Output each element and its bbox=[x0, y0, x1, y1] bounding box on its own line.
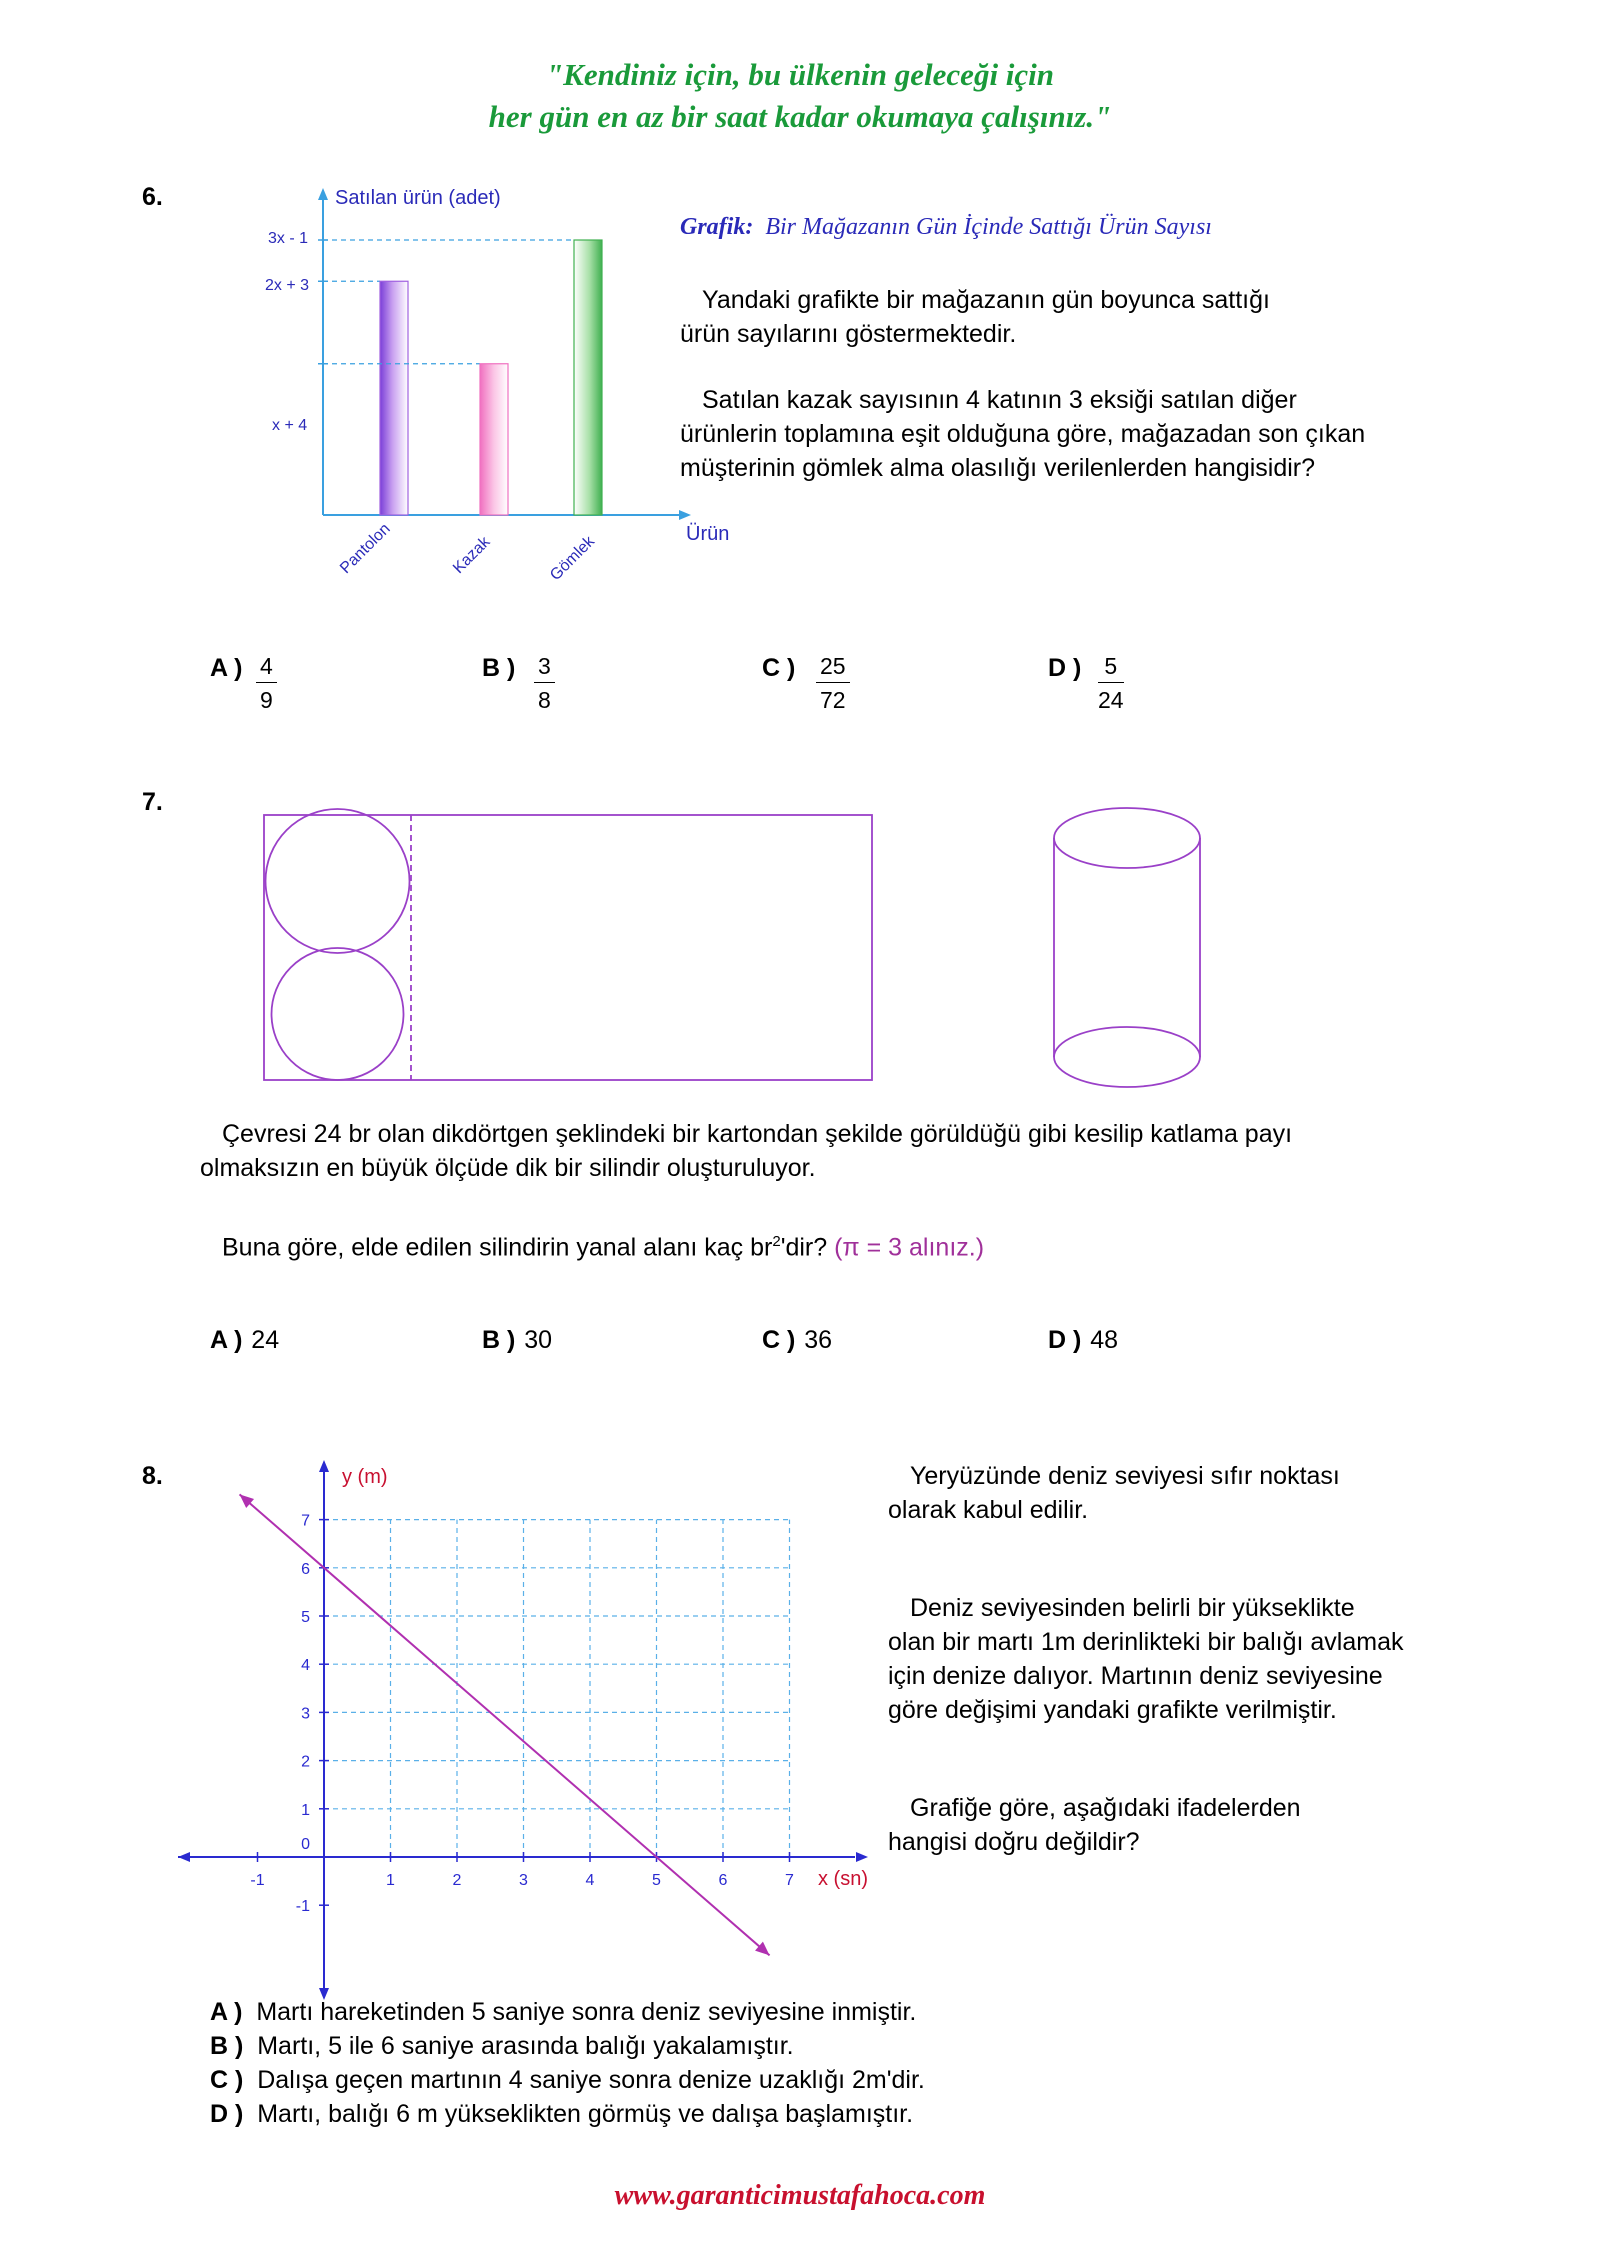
option-d-fraction[interactable] bbox=[1098, 652, 1124, 714]
option-d[interactable] bbox=[1048, 1326, 1118, 1355]
option-text: Dalışa geçen martının 4 saniye sonra denize uzaklığı 2m'dir. bbox=[257, 2066, 925, 2094]
graph-y-tick-label: 2 bbox=[301, 1753, 310, 1771]
graph-x-tick-label: 2 bbox=[452, 1872, 462, 1889]
option-label: D ) bbox=[1048, 1326, 1082, 1354]
chart-caption bbox=[680, 214, 1212, 241]
chart-y-axis-arrow bbox=[318, 188, 328, 200]
chart-y-tick-label: 3x - 1 bbox=[268, 230, 309, 247]
question-7-number: 7. bbox=[142, 788, 163, 816]
question-7-line: olmaksızın en büyük ölçüde dik bir silindir oluşturuluyor. bbox=[200, 1154, 816, 1182]
fraction-denominator: 24 bbox=[1098, 687, 1124, 713]
graph-x-tick-label: 6 bbox=[718, 1872, 728, 1889]
option-label: C ) bbox=[762, 1326, 796, 1354]
graph-x-tick-label: 5 bbox=[652, 1872, 661, 1889]
top-circle bbox=[266, 809, 410, 953]
option-b[interactable] bbox=[210, 2029, 925, 2063]
option-value: 36 bbox=[804, 1326, 833, 1354]
option-value: 48 bbox=[1090, 1326, 1119, 1354]
graph-y-tick-label: 1 bbox=[301, 1801, 310, 1819]
option-c-label: C ) bbox=[762, 654, 796, 682]
question-7-text bbox=[200, 1117, 1292, 1185]
graph-x-axis-arrow-left bbox=[178, 1852, 190, 1862]
question-6-line: Yandaki grafikte bir mağazanın gün boyunca sattığı bbox=[702, 286, 1270, 314]
question-8-options bbox=[210, 1995, 925, 2131]
chart-y-tick-label: 2x + 3 bbox=[265, 277, 310, 294]
chart-x-axis-label: Ürün bbox=[686, 523, 730, 545]
graph-data-line bbox=[240, 1494, 770, 1955]
chart-bar bbox=[380, 281, 408, 515]
chart-x-axis-arrow bbox=[679, 510, 691, 520]
chart-bar bbox=[574, 240, 602, 515]
cylinder-bottom bbox=[1054, 1027, 1200, 1087]
option-a-label: A ) bbox=[210, 654, 243, 682]
fraction-numerator: 5 bbox=[1098, 652, 1124, 683]
question-8-line: göre değişimi yandaki grafikte verilmiştir. bbox=[888, 1696, 1337, 1724]
graph-x-tick-label: 1 bbox=[386, 1872, 395, 1889]
chart-bar bbox=[480, 364, 508, 515]
question-7-prompt bbox=[222, 1225, 984, 1264]
option-b-fraction[interactable] bbox=[534, 652, 555, 714]
question-6-line: Satılan kazak sayısının 4 katının 3 eksiği satılan diğer bbox=[702, 386, 1297, 414]
chart-category-label: Pantolon bbox=[337, 520, 394, 578]
option-label: C ) bbox=[210, 2066, 244, 2094]
option-label: D ) bbox=[210, 2100, 244, 2128]
chart-caption-label: Grafik: bbox=[680, 214, 754, 240]
question-8-number: 8. bbox=[142, 1462, 163, 1490]
option-text: Martı, balığı 6 m yükseklikten görmüş ve dalışa başlamıştır. bbox=[257, 2100, 914, 2128]
question-8-text bbox=[888, 1459, 1403, 1859]
header-quote-line2: her gün en az bir saat kadar okumaya çalışınız." bbox=[488, 99, 1112, 134]
superscript: 2 bbox=[772, 1233, 781, 1250]
question-8-line: olan bir martı 1m derinlikteki bir balığı avlamak bbox=[888, 1628, 1404, 1656]
option-a[interactable] bbox=[210, 1995, 925, 2029]
question-8-line: hangisi doğru değildir? bbox=[888, 1828, 1140, 1856]
option-d-label: D ) bbox=[1048, 654, 1082, 682]
graph-x-tick-label: -1 bbox=[250, 1872, 265, 1889]
question-7-prompt-text: Buna göre, elde edilen silindirin yanal alanı kaç br bbox=[222, 1233, 773, 1262]
question-8-line: için denize dalıyor. Martının deniz seviyesine bbox=[888, 1662, 1383, 1690]
option-label: B ) bbox=[482, 1326, 516, 1354]
chart-y-axis-label: Satılan ürün (adet) bbox=[335, 187, 501, 209]
question-8-line: Yeryüzünde deniz seviyesi sıfır noktası bbox=[910, 1462, 1340, 1490]
graph-y-tick-label: 7 bbox=[301, 1512, 310, 1530]
option-text: Martı, 5 ile 6 saniye arasında balığı yakalamıştır. bbox=[257, 2032, 794, 2060]
graph-y-tick-label: 4 bbox=[301, 1657, 310, 1675]
fraction-numerator: 4 bbox=[256, 652, 277, 683]
fraction-denominator: 72 bbox=[820, 687, 846, 713]
option-label: A ) bbox=[210, 1998, 243, 2026]
chart-category-label: Kazak bbox=[450, 533, 494, 578]
graph-y-axis-label: y (m) bbox=[342, 1466, 388, 1488]
graph-y-tick-label: 0 bbox=[301, 1836, 310, 1853]
option-label: B ) bbox=[210, 2032, 244, 2060]
fraction-denominator: 8 bbox=[538, 687, 551, 713]
option-c-fraction[interactable] bbox=[816, 652, 850, 714]
cylinder-net-figure bbox=[250, 800, 1230, 1100]
option-value: 30 bbox=[524, 1326, 553, 1354]
cylinder-top bbox=[1054, 808, 1200, 868]
question-7-line: Çevresi 24 br olan dikdörtgen şeklindeki bir kartondan şekilde görüldüğü gibi kesilip katlama payı bbox=[222, 1120, 1293, 1148]
cardboard-rectangle bbox=[264, 815, 872, 1080]
fraction-denominator: 9 bbox=[260, 687, 273, 713]
graph-y-tick-label: -1 bbox=[295, 1898, 310, 1916]
question-6-line: ürün sayılarını göstermektedir. bbox=[680, 320, 1017, 348]
graph-y-tick-label: 3 bbox=[301, 1705, 310, 1723]
option-c[interactable] bbox=[762, 1326, 832, 1355]
bottom-circle bbox=[272, 948, 404, 1080]
question-8-line: olarak kabul edilir. bbox=[888, 1496, 1089, 1524]
chart-y-tick-label: x + 4 bbox=[272, 417, 308, 434]
question-6-line: ürünlerin toplamına eşit olduğuna göre, mağazadan son çıkan bbox=[680, 420, 1366, 448]
header-quote-line1: "Kendiniz için, bu ülkenin geleceği için bbox=[545, 57, 1055, 92]
option-d[interactable] bbox=[210, 2097, 925, 2131]
question-6-number: 6. bbox=[142, 183, 163, 211]
graph-x-axis-arrow-right bbox=[856, 1852, 868, 1862]
option-label: A ) bbox=[210, 1326, 243, 1354]
question-8-line: Grafiğe göre, aşağıdaki ifadelerden bbox=[910, 1794, 1301, 1822]
question-8-line: Deniz seviyesinden belirli bir yükseklikte bbox=[910, 1594, 1355, 1622]
fraction-numerator: 3 bbox=[534, 652, 555, 683]
graph-x-tick-label: 7 bbox=[785, 1872, 794, 1889]
question-6-line: müşterinin gömlek alma olasılığı verilenlerden hangisidir? bbox=[680, 454, 1316, 482]
question-7-prompt-suffix: 'dir? bbox=[780, 1233, 828, 1262]
graph-y-tick-label: 5 bbox=[301, 1609, 310, 1626]
graph-x-tick-label: 3 bbox=[519, 1872, 528, 1889]
option-a-fraction[interactable] bbox=[256, 652, 277, 714]
option-c[interactable] bbox=[210, 2063, 925, 2097]
chart-category-label: Gömlek bbox=[547, 533, 599, 585]
fraction-numerator: 25 bbox=[816, 652, 850, 683]
question-6-text bbox=[680, 283, 1365, 485]
graph-x-tick-label: 4 bbox=[585, 1872, 595, 1889]
option-b[interactable] bbox=[482, 1326, 552, 1355]
line-graph bbox=[160, 1450, 880, 2010]
pi-note: (π = 3 alınız.) bbox=[834, 1233, 985, 1262]
graph-x-axis-label: x (sn) bbox=[818, 1868, 868, 1890]
option-text: Martı hareketinden 5 saniye sonra deniz seviyesine inmiştir. bbox=[256, 1998, 917, 2026]
chart-caption-text: Bir Mağazanın Gün İçinde Sattığı Ürün Sayısı bbox=[765, 214, 1212, 240]
option-a[interactable] bbox=[210, 1326, 279, 1355]
option-value: 24 bbox=[251, 1326, 280, 1354]
graph-y-axis-arrow-up bbox=[319, 1460, 329, 1472]
graph-y-tick-label: 6 bbox=[301, 1560, 310, 1578]
footer-url[interactable]: www.garanticimustafahoca.com bbox=[614, 2180, 986, 2211]
option-b-label: B ) bbox=[482, 654, 516, 682]
